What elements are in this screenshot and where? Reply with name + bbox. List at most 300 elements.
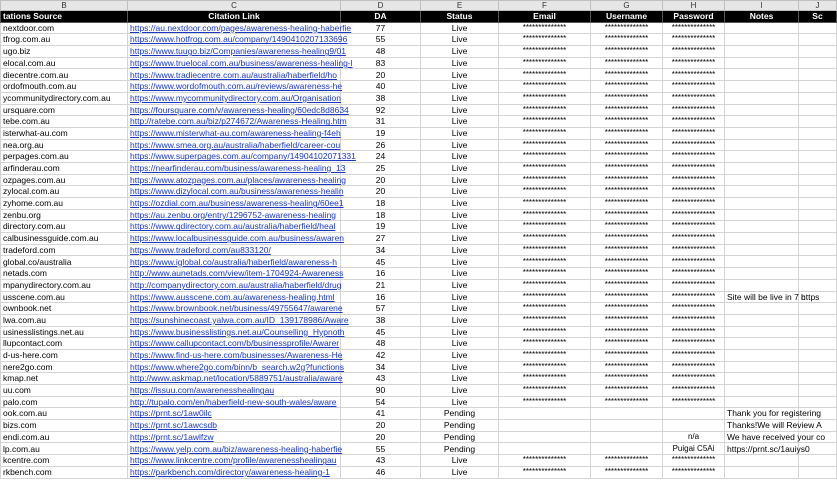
- username-cell[interactable]: **************: [591, 209, 663, 221]
- status-cell[interactable]: Live: [421, 256, 499, 268]
- source-cell[interactable]: nere2go.com: [1, 361, 128, 373]
- username-cell[interactable]: **************: [591, 162, 663, 174]
- column-header[interactable]: tations Source: [1, 11, 128, 23]
- status-cell[interactable]: Live: [421, 291, 499, 303]
- notes-cell[interactable]: https://prnt.sc/1auiys0: [725, 443, 799, 455]
- status-cell[interactable]: Live: [421, 186, 499, 198]
- da-cell[interactable]: 26: [341, 139, 421, 151]
- email-cell[interactable]: **************: [499, 116, 591, 128]
- username-cell[interactable]: **************: [591, 385, 663, 397]
- email-cell[interactable]: **************: [499, 151, 591, 163]
- username-cell[interactable]: **************: [591, 81, 663, 93]
- password-cell[interactable]: **************: [663, 303, 725, 315]
- da-cell[interactable]: 20: [341, 174, 421, 186]
- citation-link-cell[interactable]: https://www.brownbook.net/business/49755647/awarene: [128, 303, 341, 315]
- password-cell[interactable]: **************: [663, 256, 725, 268]
- status-cell[interactable]: Pending: [421, 408, 499, 420]
- citation-link-cell[interactable]: https://www.wordofmouth.com.au/reviews/awareness-he: [128, 81, 341, 93]
- citation-link-cell[interactable]: https://www.superpages.com.au/company/14904102071331: [128, 151, 341, 163]
- source-cell[interactable]: ycommunitydirectory.com.au: [1, 92, 128, 104]
- status-cell[interactable]: Live: [421, 303, 499, 315]
- extra-cell[interactable]: [799, 198, 837, 210]
- password-cell[interactable]: **************: [663, 46, 725, 58]
- email-cell[interactable]: **************: [499, 361, 591, 373]
- username-cell[interactable]: [591, 431, 663, 443]
- da-cell[interactable]: 20: [341, 420, 421, 432]
- citation-link-cell[interactable]: https://www.truelocal.com.au/business/awareness-healing-l: [128, 57, 341, 69]
- password-cell[interactable]: **************: [663, 57, 725, 69]
- source-cell[interactable]: perpages.com.au: [1, 151, 128, 163]
- citation-link-cell[interactable]: https://au.nextdoor.com/pages/awareness-healing-haberfie: [128, 22, 341, 34]
- column-letter-i[interactable]: I: [725, 1, 799, 11]
- username-cell[interactable]: **************: [591, 338, 663, 350]
- notes-cell[interactable]: [725, 104, 799, 116]
- extra-cell[interactable]: [799, 116, 837, 128]
- username-cell[interactable]: **************: [591, 46, 663, 58]
- da-cell[interactable]: 43: [341, 373, 421, 385]
- citation-link-cell[interactable]: https://www.callupcontact.com/b/businessprofile/Awarer: [128, 338, 341, 350]
- status-cell[interactable]: Pending: [421, 443, 499, 455]
- source-cell[interactable]: usscene.com.au: [1, 291, 128, 303]
- extra-cell[interactable]: [799, 209, 837, 221]
- password-cell[interactable]: **************: [663, 233, 725, 245]
- citation-link-cell[interactable]: http://www.askmap.net/location/5889751/australia/aware: [128, 373, 341, 385]
- column-header[interactable]: Citation Link: [128, 11, 341, 23]
- source-cell[interactable]: d-us-here.com: [1, 349, 128, 361]
- email-cell[interactable]: [499, 443, 591, 455]
- citation-link-cell[interactable]: https://ozdial.com.au/business/awareness-healing/60ee1: [128, 198, 341, 210]
- citation-link-cell[interactable]: https://www.find-us-here.com/businesses/Awareness-He: [128, 349, 341, 361]
- citation-link-cell[interactable]: https://www.mycommunitydirectory.com.au/Organisation: [128, 92, 341, 104]
- status-cell[interactable]: Live: [421, 466, 499, 478]
- password-cell[interactable]: **************: [663, 221, 725, 233]
- da-cell[interactable]: 55: [341, 34, 421, 46]
- username-cell[interactable]: **************: [591, 198, 663, 210]
- notes-cell[interactable]: [725, 349, 799, 361]
- status-cell[interactable]: Live: [421, 22, 499, 34]
- status-cell[interactable]: Live: [421, 139, 499, 151]
- source-cell[interactable]: lp.com.au: [1, 443, 128, 455]
- email-cell[interactable]: **************: [499, 92, 591, 104]
- email-cell[interactable]: **************: [499, 396, 591, 408]
- column-header[interactable]: Status: [421, 11, 499, 23]
- citation-link-cell[interactable]: http://tupalo.com/en/haberfield-new-south-wales/aware: [128, 396, 341, 408]
- source-cell[interactable]: global.co/australia: [1, 256, 128, 268]
- source-cell[interactable]: ordofmouth.com.au: [1, 81, 128, 93]
- source-cell[interactable]: ook.com.au: [1, 408, 128, 420]
- extra-cell[interactable]: [799, 385, 837, 397]
- da-cell[interactable]: 83: [341, 57, 421, 69]
- status-cell[interactable]: Live: [421, 69, 499, 81]
- notes-cell[interactable]: [725, 162, 799, 174]
- email-cell[interactable]: **************: [499, 174, 591, 186]
- email-cell[interactable]: **************: [499, 46, 591, 58]
- extra-cell[interactable]: [799, 186, 837, 198]
- column-letter-e[interactable]: E: [421, 1, 499, 11]
- email-cell[interactable]: [499, 408, 591, 420]
- password-cell[interactable]: **************: [663, 466, 725, 478]
- da-cell[interactable]: 31: [341, 116, 421, 128]
- password-cell[interactable]: **************: [663, 279, 725, 291]
- password-cell[interactable]: **************: [663, 314, 725, 326]
- da-cell[interactable]: 19: [341, 221, 421, 233]
- username-cell[interactable]: **************: [591, 349, 663, 361]
- da-cell[interactable]: 21: [341, 279, 421, 291]
- da-cell[interactable]: 38: [341, 92, 421, 104]
- extra-cell[interactable]: [799, 244, 837, 256]
- username-cell[interactable]: **************: [591, 57, 663, 69]
- status-cell[interactable]: Pending: [421, 420, 499, 432]
- source-cell[interactable]: elocal.com.au: [1, 57, 128, 69]
- da-cell[interactable]: 18: [341, 198, 421, 210]
- da-cell[interactable]: 25: [341, 162, 421, 174]
- extra-cell[interactable]: [799, 221, 837, 233]
- password-cell[interactable]: **************: [663, 162, 725, 174]
- extra-cell[interactable]: [799, 81, 837, 93]
- status-cell[interactable]: Live: [421, 209, 499, 221]
- email-cell[interactable]: **************: [499, 303, 591, 315]
- citation-link-cell[interactable]: https://sunshinecoast.yalwa.com.au/ID_139178986/Aware: [128, 314, 341, 326]
- password-cell[interactable]: **************: [663, 268, 725, 280]
- extra-cell[interactable]: [799, 127, 837, 139]
- citation-link-cell[interactable]: https://www.qdirectory.com.au/australia/haberfield/heal: [128, 221, 341, 233]
- notes-cell[interactable]: [725, 268, 799, 280]
- citation-link-cell[interactable]: https://issuu.com/awarenesshealingau: [128, 385, 341, 397]
- email-cell[interactable]: **************: [499, 127, 591, 139]
- extra-cell[interactable]: [799, 361, 837, 373]
- extra-cell[interactable]: [799, 455, 837, 467]
- citation-link-cell[interactable]: https://foursquare.com/v/awareness-healing/60edc8d8634: [128, 104, 341, 116]
- da-cell[interactable]: 16: [341, 268, 421, 280]
- extra-cell[interactable]: [799, 466, 837, 478]
- column-header[interactable]: Sc: [799, 11, 837, 23]
- status-cell[interactable]: Live: [421, 361, 499, 373]
- da-cell[interactable]: 34: [341, 244, 421, 256]
- username-cell[interactable]: **************: [591, 174, 663, 186]
- source-cell[interactable]: tradeford.com: [1, 244, 128, 256]
- column-letter-g[interactable]: G: [591, 1, 663, 11]
- username-cell[interactable]: **************: [591, 186, 663, 198]
- notes-cell[interactable]: [725, 57, 799, 69]
- password-cell[interactable]: [663, 420, 725, 432]
- da-cell[interactable]: 57: [341, 303, 421, 315]
- notes-cell[interactable]: [725, 46, 799, 58]
- column-header[interactable]: Notes: [725, 11, 799, 23]
- da-cell[interactable]: 20: [341, 431, 421, 443]
- extra-cell[interactable]: [799, 314, 837, 326]
- extra-cell[interactable]: [799, 373, 837, 385]
- source-cell[interactable]: endi.com.au: [1, 431, 128, 443]
- email-cell[interactable]: **************: [499, 57, 591, 69]
- notes-cell[interactable]: [725, 303, 799, 315]
- source-cell[interactable]: isterwhat-au.com: [1, 127, 128, 139]
- status-cell[interactable]: Live: [421, 279, 499, 291]
- email-cell[interactable]: **************: [499, 279, 591, 291]
- status-cell[interactable]: Pending: [421, 431, 499, 443]
- extra-cell[interactable]: [799, 162, 837, 174]
- source-cell[interactable]: zyhome.com.au: [1, 198, 128, 210]
- password-cell[interactable]: **************: [663, 291, 725, 303]
- source-cell[interactable]: rkbench.com: [1, 466, 128, 478]
- da-cell[interactable]: 41: [341, 408, 421, 420]
- da-cell[interactable]: 55: [341, 443, 421, 455]
- da-cell[interactable]: 48: [341, 338, 421, 350]
- username-cell[interactable]: **************: [591, 396, 663, 408]
- source-cell[interactable]: uu.com: [1, 385, 128, 397]
- extra-cell[interactable]: [799, 326, 837, 338]
- username-cell[interactable]: **************: [591, 291, 663, 303]
- username-cell[interactable]: **************: [591, 127, 663, 139]
- citation-link-cell[interactable]: https://www.misterwhat-au.com/awareness-healing-f4eh: [128, 127, 341, 139]
- citation-link-cell[interactable]: https://nearfinderau.com/business/awareness-healing_13: [128, 162, 341, 174]
- da-cell[interactable]: 46: [341, 466, 421, 478]
- email-cell[interactable]: [499, 420, 591, 432]
- notes-cell[interactable]: [725, 338, 799, 350]
- status-cell[interactable]: Live: [421, 151, 499, 163]
- da-cell[interactable]: 77: [341, 22, 421, 34]
- citation-link-cell[interactable]: http://www.aunetads.com/view/item-1704924-Awareness: [128, 268, 341, 280]
- status-cell[interactable]: Live: [421, 221, 499, 233]
- da-cell[interactable]: 20: [341, 186, 421, 198]
- citation-link-cell[interactable]: https://www.tradeford.com/au833120/: [128, 244, 341, 256]
- status-cell[interactable]: Live: [421, 46, 499, 58]
- column-header[interactable]: Email: [499, 11, 591, 23]
- username-cell[interactable]: **************: [591, 151, 663, 163]
- source-cell[interactable]: calbusinessguide.com.au: [1, 233, 128, 245]
- da-cell[interactable]: 24: [341, 151, 421, 163]
- da-cell[interactable]: 48: [341, 46, 421, 58]
- status-cell[interactable]: Live: [421, 349, 499, 361]
- citation-link-cell[interactable]: https://www.tradiecentre.com.au/australia/haberfield/ho: [128, 69, 341, 81]
- password-cell[interactable]: **************: [663, 127, 725, 139]
- extra-cell[interactable]: [799, 174, 837, 186]
- source-cell[interactable]: diecentre.com.au: [1, 69, 128, 81]
- password-cell[interactable]: **************: [663, 326, 725, 338]
- password-cell[interactable]: **************: [663, 22, 725, 34]
- username-cell[interactable]: **************: [591, 314, 663, 326]
- username-cell[interactable]: **************: [591, 466, 663, 478]
- source-cell[interactable]: nextdoor.com: [1, 22, 128, 34]
- username-cell[interactable]: **************: [591, 361, 663, 373]
- status-cell[interactable]: Live: [421, 373, 499, 385]
- notes-cell[interactable]: Site will be live in 7 c: [725, 291, 799, 303]
- source-cell[interactable]: netads.com: [1, 268, 128, 280]
- status-cell[interactable]: Live: [421, 174, 499, 186]
- notes-cell[interactable]: [725, 69, 799, 81]
- da-cell[interactable]: 19: [341, 127, 421, 139]
- notes-cell[interactable]: [725, 314, 799, 326]
- citation-link-cell[interactable]: https://www.businesslistings.net.au/Counselling_Hypnoth: [128, 326, 341, 338]
- email-cell[interactable]: **************: [499, 314, 591, 326]
- password-cell[interactable]: Puigai C5Ai: [663, 443, 725, 455]
- notes-cell[interactable]: Thanks!We will Review A: [725, 420, 799, 432]
- password-cell[interactable]: **************: [663, 385, 725, 397]
- citation-link-cell[interactable]: https://www.where2go.com/binn/b_search.w2g?functions: [128, 361, 341, 373]
- da-cell[interactable]: 38: [341, 314, 421, 326]
- password-cell[interactable]: **************: [663, 244, 725, 256]
- source-cell[interactable]: nea.org.au: [1, 139, 128, 151]
- source-cell[interactable]: tfrog.com.au: [1, 34, 128, 46]
- notes-cell[interactable]: [725, 256, 799, 268]
- email-cell[interactable]: **************: [499, 22, 591, 34]
- citation-link-cell[interactable]: https://www.linkcentre.com/profile/awarenesshealingau: [128, 455, 341, 467]
- citation-link-cell[interactable]: https://www.yelp.com.au/biz/awareness-healing-haberfie: [128, 443, 341, 455]
- status-cell[interactable]: Live: [421, 233, 499, 245]
- password-cell[interactable]: **************: [663, 116, 725, 128]
- da-cell[interactable]: 42: [341, 349, 421, 361]
- citation-link-cell[interactable]: https://www.smea.org.au/australia/haberfield/career-cou: [128, 139, 341, 151]
- extra-cell[interactable]: [799, 256, 837, 268]
- extra-cell[interactable]: [799, 57, 837, 69]
- source-cell[interactable]: bizs.com: [1, 420, 128, 432]
- column-letter-b[interactable]: B: [1, 1, 128, 11]
- username-cell[interactable]: [591, 420, 663, 432]
- password-cell[interactable]: [663, 408, 725, 420]
- citation-link-cell[interactable]: https://prnt.sc/1awlfzw: [128, 431, 341, 443]
- email-cell[interactable]: **************: [499, 466, 591, 478]
- password-cell[interactable]: **************: [663, 34, 725, 46]
- password-cell[interactable]: **************: [663, 81, 725, 93]
- email-cell[interactable]: **************: [499, 291, 591, 303]
- username-cell[interactable]: **************: [591, 34, 663, 46]
- extra-cell[interactable]: https: [799, 291, 837, 303]
- column-header[interactable]: DA: [341, 11, 421, 23]
- da-cell[interactable]: 27: [341, 233, 421, 245]
- status-cell[interactable]: Live: [421, 338, 499, 350]
- status-cell[interactable]: Live: [421, 92, 499, 104]
- status-cell[interactable]: Live: [421, 314, 499, 326]
- username-cell[interactable]: **************: [591, 279, 663, 291]
- status-cell[interactable]: Live: [421, 326, 499, 338]
- citation-link-cell[interactable]: https://prnt.sc/1awcsdb: [128, 420, 341, 432]
- column-letter-h[interactable]: H: [663, 1, 725, 11]
- email-cell[interactable]: [499, 431, 591, 443]
- notes-cell[interactable]: [725, 326, 799, 338]
- source-cell[interactable]: zenbu.org: [1, 209, 128, 221]
- notes-cell[interactable]: [725, 361, 799, 373]
- notes-cell[interactable]: [725, 198, 799, 210]
- extra-cell[interactable]: [799, 104, 837, 116]
- username-cell[interactable]: **************: [591, 139, 663, 151]
- extra-cell[interactable]: [799, 22, 837, 34]
- extra-cell[interactable]: [799, 151, 837, 163]
- extra-cell[interactable]: [799, 268, 837, 280]
- extra-cell[interactable]: [799, 69, 837, 81]
- status-cell[interactable]: Live: [421, 396, 499, 408]
- notes-cell[interactable]: [725, 139, 799, 151]
- extra-cell[interactable]: [799, 338, 837, 350]
- extra-cell[interactable]: [799, 92, 837, 104]
- username-cell[interactable]: **************: [591, 373, 663, 385]
- status-cell[interactable]: Live: [421, 268, 499, 280]
- da-cell[interactable]: 34: [341, 361, 421, 373]
- notes-cell[interactable]: [725, 221, 799, 233]
- email-cell[interactable]: **************: [499, 162, 591, 174]
- citation-link-cell[interactable]: https://www.hotfrog.com.au/company/1490410207133696: [128, 34, 341, 46]
- da-cell[interactable]: 20: [341, 69, 421, 81]
- password-cell[interactable]: **************: [663, 151, 725, 163]
- status-cell[interactable]: Live: [421, 198, 499, 210]
- column-header[interactable]: Password: [663, 11, 725, 23]
- column-letter-d[interactable]: D: [341, 1, 421, 11]
- source-cell[interactable]: palo.com: [1, 396, 128, 408]
- password-cell[interactable]: **************: [663, 69, 725, 81]
- notes-cell[interactable]: [725, 455, 799, 467]
- source-cell[interactable]: ursquare.com: [1, 104, 128, 116]
- extra-cell[interactable]: [799, 139, 837, 151]
- citation-link-cell[interactable]: http://companydirectory.com.au/australia/haberfield/drug: [128, 279, 341, 291]
- password-cell[interactable]: **************: [663, 373, 725, 385]
- status-cell[interactable]: Live: [421, 162, 499, 174]
- password-cell[interactable]: **************: [663, 455, 725, 467]
- status-cell[interactable]: Live: [421, 455, 499, 467]
- email-cell[interactable]: **************: [499, 244, 591, 256]
- password-cell[interactable]: **************: [663, 198, 725, 210]
- column-letter-f[interactable]: F: [499, 1, 591, 11]
- da-cell[interactable]: 45: [341, 326, 421, 338]
- email-cell[interactable]: **************: [499, 268, 591, 280]
- notes-cell[interactable]: [725, 233, 799, 245]
- email-cell[interactable]: **************: [499, 349, 591, 361]
- citation-link-cell[interactable]: https://prnt.sc/1aw0ilc: [128, 408, 341, 420]
- citation-link-cell[interactable]: https://www.tuugo.biz/Companies/awareness-healing9/01: [128, 46, 341, 58]
- notes-cell[interactable]: [725, 279, 799, 291]
- username-cell[interactable]: **************: [591, 244, 663, 256]
- da-cell[interactable]: 16: [341, 291, 421, 303]
- password-cell[interactable]: **************: [663, 104, 725, 116]
- source-cell[interactable]: arfinderau.com: [1, 162, 128, 174]
- password-cell[interactable]: **************: [663, 349, 725, 361]
- source-cell[interactable]: tebe.com.au: [1, 116, 128, 128]
- da-cell[interactable]: 45: [341, 256, 421, 268]
- extra-cell[interactable]: [799, 349, 837, 361]
- email-cell[interactable]: **************: [499, 186, 591, 198]
- source-cell[interactable]: zylocal.com.au: [1, 186, 128, 198]
- citation-link-cell[interactable]: https://www.ausscene.com.au/awareness-healing.html: [128, 291, 341, 303]
- source-cell[interactable]: kmap.net: [1, 373, 128, 385]
- username-cell[interactable]: **************: [591, 92, 663, 104]
- password-cell[interactable]: **************: [663, 209, 725, 221]
- extra-cell[interactable]: [799, 396, 837, 408]
- email-cell[interactable]: **************: [499, 69, 591, 81]
- username-cell[interactable]: **************: [591, 268, 663, 280]
- email-cell[interactable]: **************: [499, 34, 591, 46]
- notes-cell[interactable]: [725, 186, 799, 198]
- status-cell[interactable]: Live: [421, 116, 499, 128]
- email-cell[interactable]: **************: [499, 209, 591, 221]
- username-cell[interactable]: **************: [591, 221, 663, 233]
- citation-link-cell[interactable]: https://www.atozpages.com.au/places/awareness-healing: [128, 174, 341, 186]
- source-cell[interactable]: usinesslistings.net.au: [1, 326, 128, 338]
- notes-cell[interactable]: [725, 116, 799, 128]
- source-cell[interactable]: mpanydirectory.com.au: [1, 279, 128, 291]
- source-cell[interactable]: ozpages.com.au: [1, 174, 128, 186]
- status-cell[interactable]: Live: [421, 244, 499, 256]
- column-header[interactable]: Username: [591, 11, 663, 23]
- notes-cell[interactable]: [725, 385, 799, 397]
- username-cell[interactable]: [591, 408, 663, 420]
- notes-cell[interactable]: [725, 92, 799, 104]
- source-cell[interactable]: directory.com.au: [1, 221, 128, 233]
- extra-cell[interactable]: [799, 233, 837, 245]
- password-cell[interactable]: **************: [663, 338, 725, 350]
- da-cell[interactable]: 92: [341, 104, 421, 116]
- da-cell[interactable]: 40: [341, 81, 421, 93]
- citation-link-cell[interactable]: https://www.iglobal.co/australia/haberfield/awareness-h: [128, 256, 341, 268]
- email-cell[interactable]: **************: [499, 455, 591, 467]
- username-cell[interactable]: **************: [591, 22, 663, 34]
- citation-link-cell[interactable]: https://www.dizylocal.com.au/business/awareness-healin: [128, 186, 341, 198]
